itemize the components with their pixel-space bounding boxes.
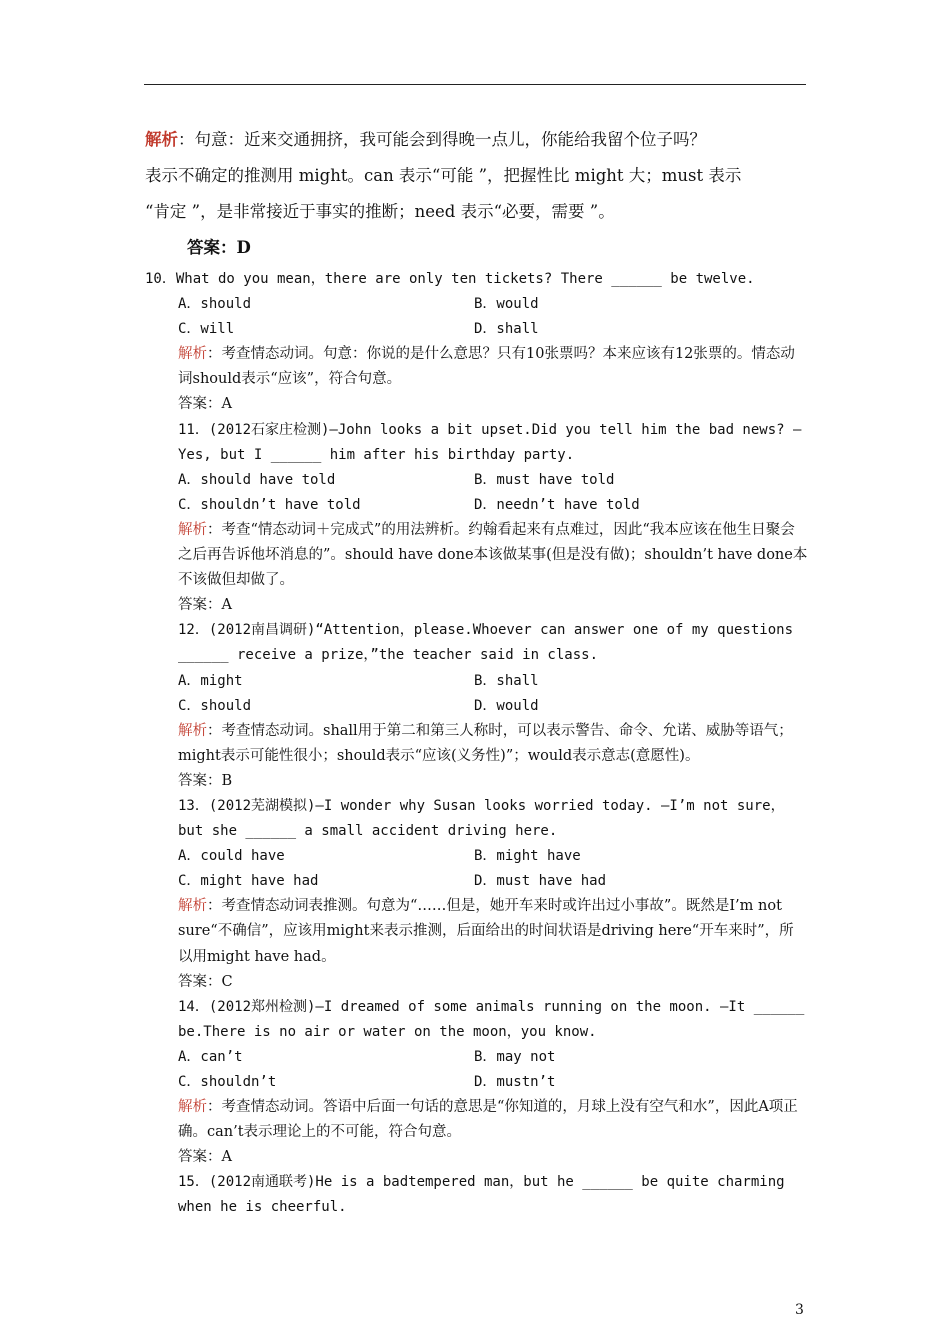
option-c: C．might have had	[178, 873, 319, 890]
explanation-label: 解析	[145, 130, 178, 149]
question-12-explanation: 解析：考查情态动词。shall用于第二和第三人称时，可以表示警告、命令、允诺、威胁等语气；might表示可能性很小；should表示“应该(义务性)”；would表示意志(意愿性)。	[178, 722, 793, 764]
explanation-label: 解析	[178, 1099, 207, 1116]
option-d: D．must have had	[474, 873, 607, 890]
explanation-label: 解析	[178, 898, 207, 915]
question-15-stem: 15．(2012南通联考)He is a badtempered man，but he ______ be quite charming when he is cheerful.	[178, 1174, 785, 1216]
option-a: A．can’t	[178, 1048, 243, 1065]
question-10-stem: 10．What do you mean，there are only ten tickets? There ______ be twelve.	[145, 271, 755, 287]
explanation-label: 解析	[178, 521, 207, 538]
page-number: 3	[795, 1302, 804, 1318]
question-12-stem: 12．(2012南昌调研)“Attention，please.Whoever can answer one of my questions ______ receive a prize，”the teacher said in class.	[178, 622, 794, 664]
header-rule	[144, 84, 806, 85]
question-11-answer: 答案：A	[178, 597, 232, 614]
option-b: B．shall	[474, 672, 539, 689]
explanation-text: “肯定 ”，是非常接近于事实的推断；need 表示“必要，需要 ”。	[145, 202, 615, 221]
option-b: B．might have	[474, 848, 581, 865]
question-13-explanation: 解析：考查情态动词表推测。句意为“……但是，她开车来时或许出过小事故”。既然是I’m not sure“不确信”，应该用might来表示推测，后面给出的时间状语是driving here“开车来时”，所以用might have had。	[178, 898, 794, 965]
question-12-answer: 答案：B	[178, 772, 233, 789]
question-13-answer: 答案：C	[178, 973, 233, 990]
option-d: D．mustn’t	[474, 1074, 556, 1090]
option-a: A．could have	[178, 848, 285, 865]
option-a: A．might	[178, 672, 243, 689]
option-d: D．needn’t have told	[474, 496, 640, 513]
explanation-text: ：句意：近来交通拥挤，我可能会到得晚一点儿，你能给我留个位子吗？	[178, 130, 706, 149]
question-11-stem: 11．(2012石家庄检测)—John looks a bit upset.Did you tell him the bad news? —Yes, but I ______ him after his birthday party.	[178, 421, 802, 463]
explanation-label: 解析	[178, 722, 207, 739]
question-14-stem: 14．(2012郑州检测)—I dreamed of some animals running on the moon. —It ______ be.There is no air or water on the moon，you know.	[178, 998, 805, 1040]
explanation-label: 解析	[178, 346, 207, 363]
option-a: A．should	[178, 296, 252, 313]
question-13-stem: 13．(2012芜湖模拟)—I wonder why Susan looks worried today. —I’m not sure，but she ______ a small accident driving here.	[178, 797, 785, 840]
option-b: B．may not	[474, 1048, 556, 1065]
intro-explanation	[145, 122, 807, 266]
question-10-explanation: 解析：考查情态动词。句意：你说的是什么意思？只有10张票吗？本来应该有12张票的。情态动词should表示“应该”，符合句意。	[178, 346, 795, 388]
question-list	[145, 267, 808, 1221]
option-c: C．shouldn’t have told	[178, 496, 361, 513]
option-a: A．should have told	[178, 471, 336, 488]
explanation-text: 表示不确定的推测用 might。can 表示“可能 ”，把握性比 might 大；must 表示	[145, 166, 742, 185]
option-d: D．shall	[474, 321, 539, 338]
option-b: B．must have told	[474, 471, 615, 488]
question-14-explanation: 解析：考查情态动词。答语中后面一句话的意思是“你知道的，月球上没有空气和水”，因此A项正确。can’t表示理论上的不可能，符合句意。	[178, 1099, 798, 1141]
question-10-answer: 答案：A	[178, 396, 232, 413]
question-14-answer: 答案：A	[178, 1149, 232, 1166]
option-c: C．will	[178, 321, 235, 338]
option-c: C．shouldn’t	[178, 1074, 277, 1090]
question-11-explanation: 解析：考查“情态动词＋完成式”的用法辨析。约翰看起来有点难过，因此“我本应该在他生日聚会之后再告诉他坏消息的”。should have done本该做某事(但是没有做)；shouldn’t have done本不该做但却做了。	[178, 521, 808, 589]
option-d: D．would	[474, 697, 539, 714]
answer-line: 答案：D	[187, 238, 251, 257]
option-c: C．should	[178, 697, 252, 714]
option-b: B．would	[474, 296, 539, 313]
